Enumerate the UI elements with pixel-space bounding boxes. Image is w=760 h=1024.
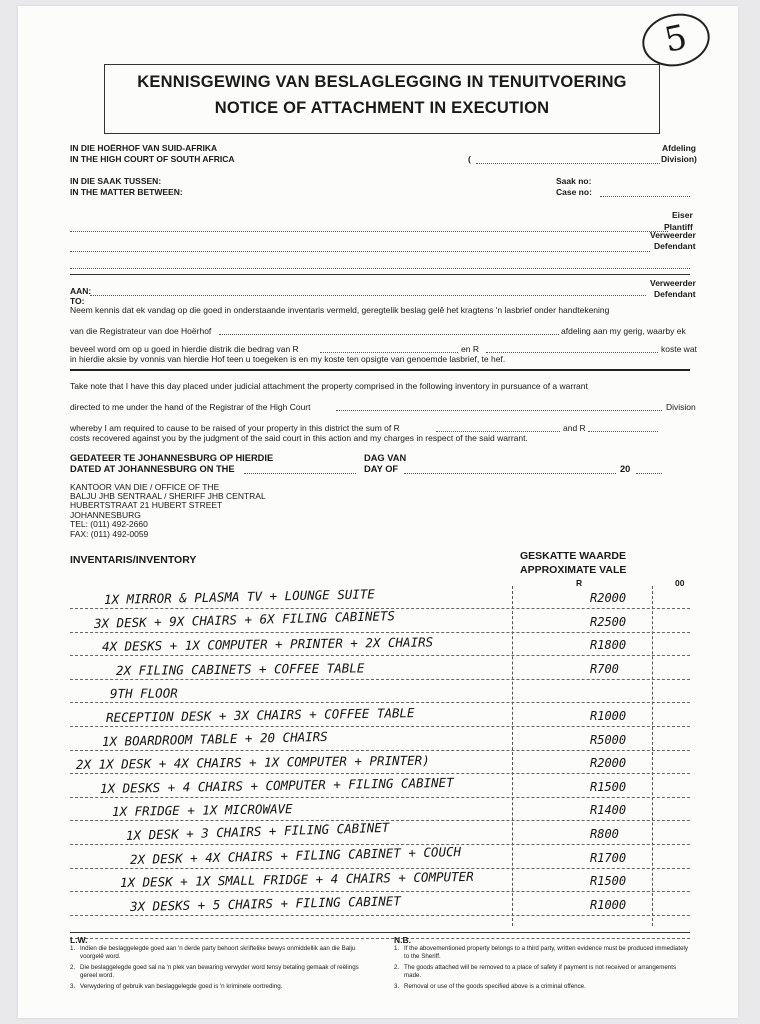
af-body-line3a: beveel word om op u goed in hierdie distrik die bedrag van R — [70, 344, 299, 354]
extra-party-field[interactable] — [70, 268, 690, 269]
year-field[interactable] — [636, 473, 662, 474]
en-body-line3b: and R — [563, 423, 586, 433]
inventory-item-value: R2000 — [590, 756, 627, 771]
division-field[interactable] — [476, 163, 660, 164]
division-label: Division) — [661, 154, 697, 164]
inventory-item-text: 1X DESK + 3 CHAIRS + FILING CABINET — [125, 819, 390, 843]
day-of-label: DAY OF — [364, 464, 399, 474]
afdeling-label: Afdeling — [662, 143, 696, 153]
divider-1 — [70, 274, 690, 275]
inventory-ruled-line — [70, 844, 690, 845]
inventory-item-text: 1X MIRROR & PLASMA TV + LOUNGE SUITE — [103, 586, 376, 607]
inventory-ruled-line — [70, 797, 690, 798]
inventory-item-value: R2500 — [590, 614, 627, 629]
dag-van-label: DAG VAN — [364, 453, 407, 463]
en-body-line2b: Division — [666, 402, 696, 412]
inventory-item-text: 1X DESKS + 4 CHAIRS + COMPUTER + FILING CABINET — [99, 774, 454, 796]
page-number-circle: 5 — [637, 7, 714, 72]
en-body-line1: Take note that I have this day placed under judicial attachment the property comprised in the following inventory in pursuance of a warrant — [70, 381, 588, 391]
inventory-ruled-line — [70, 726, 690, 727]
court-afrikaans: IN DIE HOËRHOF VAN SUID-AFRIKA — [70, 143, 218, 153]
dated-afrikaans: GEDATEER TE JOHANNESBURG OP HIERDIE — [70, 453, 274, 463]
eiser-label: Eiser — [672, 210, 693, 220]
cents-column-label: 00 — [675, 578, 685, 588]
inventory-ruled-line — [70, 915, 690, 916]
af-amount-field[interactable] — [320, 352, 458, 353]
nb-label: N.B. — [394, 935, 411, 945]
value-column-divider — [512, 586, 513, 926]
af-body-line3c: koste wat — [661, 344, 697, 354]
inventory-item-text: RECEPTION DESK + 3X CHAIRS + COFFEE TABLE — [105, 705, 415, 725]
matter-afrikaans: IN DIE SAAK TUSSEN: — [70, 176, 162, 186]
rand-column-label: R — [576, 578, 583, 588]
value-heading-en: APPROXIMATE VALE — [520, 564, 627, 576]
cents-column-divider — [652, 586, 653, 926]
lw-note-3: Verwydering of gebruik van beslaggelegde goed is 'n kriminele oortreding. — [80, 983, 283, 990]
en-body-line3a: whereby I am required to cause to be raised of your property in this district the sum of R — [70, 423, 400, 433]
value-heading-af: GESKATTE WAARDE — [520, 550, 626, 562]
inventory-item-value: R700 — [590, 661, 619, 676]
to-verweerder-label: Verweerder — [650, 278, 696, 288]
office-line1: KANTOOR VAN DIE / OFFICE OF THE — [70, 482, 220, 492]
af-body-line2a: van die Registrateur van doe Hoërhof — [70, 326, 212, 336]
nb-num-2: 2. — [394, 964, 400, 971]
en-amount-field[interactable] — [436, 431, 560, 432]
inventory-item-text: 3X DESK + 9X CHAIRS + 6X FILING CABINETS — [93, 607, 396, 631]
defendant-field[interactable] — [70, 251, 650, 252]
court-english: IN THE HIGH COURT OF SOUTH AFRICA — [70, 154, 235, 164]
office-line2: BALJU JHB SENTRAAL / SHERIFF JHB CENTRAL — [70, 491, 266, 501]
inventory-item-text: 1X DESK + 1X SMALL FRIDGE + 4 CHAIRS + COMPUTER — [119, 869, 474, 891]
office-tel: TEL: (011) 492-2660 — [70, 519, 148, 529]
lw-num-1: 1. — [70, 945, 76, 952]
nb-note-3: Removal or use of the goods specified above is a criminal offence. — [404, 983, 586, 990]
nb-note-1: If the abovementioned property belongs to a third party, written evidence must be produced immediately to the Sheriff. — [404, 945, 688, 960]
inventory-item-value: R2000 — [590, 591, 627, 605]
inventory-item-value: R1000 — [590, 897, 627, 912]
year-prefix: 20 — [620, 464, 631, 474]
case-no-label: Case no: — [556, 187, 592, 197]
inventory-heading: INVENTARIS/INVENTORY — [70, 554, 197, 566]
af-costs-field[interactable] — [486, 352, 658, 353]
to-field[interactable] — [90, 295, 646, 296]
en-body-line4: costs recovered against you by the judgment of the said court in this action and my charges in respect of the said warrant. — [70, 433, 528, 443]
nb-note-2: The goods attached will be removed to a place of safety if payment is not received or arrangements made. — [404, 964, 677, 979]
month-field[interactable] — [404, 473, 616, 474]
dated-english: DATED AT JOHANNESBURG ON THE — [70, 464, 235, 474]
title-box — [104, 64, 660, 134]
en-costs-field[interactable] — [588, 431, 658, 432]
inventory-ruled-line — [70, 632, 690, 633]
lw-num-3: 3. — [70, 983, 76, 990]
lw-num-2: 2. — [70, 964, 76, 971]
divider-footer — [70, 932, 690, 933]
inventory-item-text: 2X FILING CABINETS + COFFEE TABLE — [115, 660, 365, 678]
af-division-field[interactable] — [219, 334, 559, 335]
lw-note-1: Indien die beslaggelegde goed aan 'n derde party behoort skriftelike bewys onmiddellik aan die Balju voorgelê word. — [80, 945, 356, 960]
title-afrikaans: KENNISGEWING VAN BESLAGLEGGING IN TENUITVOERING — [137, 73, 627, 91]
inventory-item-value: R1500 — [590, 874, 627, 889]
lw-note-2: Die beslaggelegde goed sal na 'n plek van bewaring verwyder word tensy betaling gemaak of reëlings gereel word. — [80, 964, 359, 979]
en-division-field[interactable] — [336, 410, 662, 411]
aan-label: AAN: — [70, 286, 92, 296]
inventory-item-text: 4X DESKS + 1X COMPUTER + PRINTER + 2X CHAIRS — [101, 634, 434, 655]
divider-2 — [70, 369, 690, 371]
lw-label: L.W. — [70, 935, 88, 945]
en-body-line2a: directed to me under the hand of the Registrar of the High Court — [70, 402, 311, 412]
inventory-ruled-line — [70, 655, 690, 656]
inventory-ruled-line — [70, 750, 690, 751]
inventory-item-value: R1700 — [590, 850, 627, 865]
inventory-ruled-line — [70, 679, 690, 680]
inventory-item-value: R1400 — [590, 803, 627, 818]
inventory-item-text: 9TH FLOOR — [109, 685, 178, 702]
inventory-ruled-line — [70, 702, 690, 703]
office-line4: JOHANNESBURG — [70, 510, 141, 520]
defendant-label: Defendant — [654, 241, 696, 251]
inventory-item-value: R1800 — [590, 638, 627, 653]
af-body-line4: in hierdie aksie by vonnis van hierdie Hof teen u toegeken is en my koste ten opsigte van genoemde lasbrief, te hef. — [70, 354, 506, 364]
title-english: NOTICE OF ATTACHMENT IN EXECUTION — [214, 99, 550, 117]
to-defendant-label: Defendant — [654, 289, 696, 299]
af-body-line3b: en R — [461, 344, 479, 354]
inventory-ruled-line — [70, 938, 690, 939]
inventory-item-value: R5000 — [590, 732, 627, 747]
inventory-item-text: 1X BOARDROOM TABLE + 20 CHAIRS — [101, 728, 328, 749]
inventory-item-value: R1000 — [590, 709, 627, 723]
matter-english: IN THE MATTER BETWEEN: — [70, 187, 183, 197]
to-label: TO: — [70, 296, 85, 306]
inventory-ruled-line — [70, 891, 690, 892]
af-body-line1: Neem kennis dat ek vandag op die goed in onderstaande inventaris vermeld, geregtelik beslag gelê het kragtens 'n lasbrief onder handtekening — [70, 305, 610, 315]
inventory-item-text: 2X DESK + 4X CHAIRS + FILING CABINET + COUCH — [129, 843, 462, 867]
inventory-ruled-line — [70, 773, 690, 774]
saak-no-label: Saak no: — [556, 176, 592, 186]
nb-num-1: 1. — [394, 945, 400, 952]
inventory-ruled-line — [70, 868, 690, 869]
inventory-item-text: 1X FRIDGE + 1X MICROWAVE — [111, 801, 293, 820]
nb-num-3: 3. — [394, 983, 400, 990]
office-fax: FAX: (011) 492-0059 — [70, 529, 149, 539]
plaintiff-field[interactable] — [70, 231, 668, 232]
inventory-item-value: R800 — [590, 827, 619, 841]
plantiff-label: Plantiff — [664, 222, 693, 232]
document-page — [18, 6, 738, 1018]
case-no-field[interactable] — [600, 196, 690, 197]
inventory-item-text: 2X 1X DESK + 4X CHAIRS + 1X COMPUTER + PRINTER) — [75, 752, 430, 773]
office-line3: HUBERTSTRAAT 21 HUBERT STREET — [70, 500, 223, 510]
inventory-item-text: 3X DESKS + 5 CHAIRS + FILING CABINET — [129, 893, 402, 914]
division-paren: ( — [468, 154, 471, 164]
inventory-item-value: R1500 — [590, 779, 627, 794]
day-field[interactable] — [244, 473, 356, 474]
af-body-line2b: afdeling aan my gerig, waarby ek — [561, 326, 686, 336]
verweerder-label: Verweerder — [650, 230, 696, 240]
